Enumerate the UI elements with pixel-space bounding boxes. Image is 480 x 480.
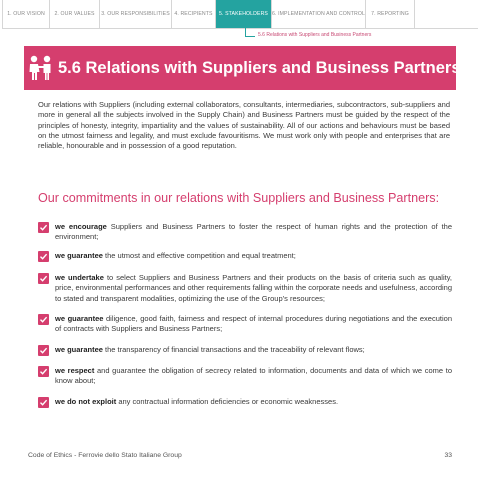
subsection-link[interactable]: 5.6 Relations with Suppliers and Business Partners — [258, 32, 372, 38]
tab-stakeholders[interactable]: 5. STAKEHOLDERS — [216, 0, 272, 28]
commitment-text: the utmost and effective competition and equal treatment; — [102, 251, 296, 260]
commitment-item — [38, 397, 452, 408]
subsection-breadcrumb — [242, 29, 371, 41]
checkbox-icon — [38, 366, 49, 377]
commitment-text: Suppliers and Business Partners to foster the respect of human rights and the protection of the environment; — [55, 222, 452, 242]
commitment-item — [38, 345, 452, 356]
checkbox-icon — [38, 345, 49, 356]
page-number: 33 — [444, 452, 452, 459]
commitment-lead: we do not exploit — [55, 397, 117, 406]
commitment-lead: we respect — [55, 366, 95, 375]
tab-reporting[interactable]: 7. REPORTING — [366, 0, 415, 28]
tab-implementation-and-control[interactable]: 6. IMPLEMENTATION AND CONTROL — [272, 0, 366, 28]
checkbox-icon — [38, 314, 49, 325]
tab-our-values[interactable]: 2. OUR VALUES — [50, 0, 100, 28]
commitment-lead: we encourage — [55, 222, 107, 231]
commitment-text: diligence, good faith, fairness and respect of internal procedures during negotiations and the execution of contracts with Suppliers and Business Partners; — [55, 314, 452, 334]
commitments-heading: Our commitments in our relations with Suppliers and Business Partners: — [38, 191, 440, 205]
commitment-lead: we guarantee — [55, 314, 104, 323]
tab-recipients[interactable]: 4. RECIPIENTS — [172, 0, 216, 28]
commitment-item — [38, 251, 452, 262]
commitment-item — [38, 273, 452, 304]
tab-our-vision[interactable]: 1. OUR VISION — [2, 0, 50, 28]
commitment-item — [38, 222, 452, 243]
commitment-lead: we undertake — [55, 273, 104, 282]
checkbox-icon — [38, 251, 49, 262]
checkbox-icon — [38, 273, 49, 284]
commitment-item — [38, 314, 452, 335]
intro-paragraph: Our relations with Suppliers (including external collaborators, consultants, intermediaries, subcontractors, sub-suppliers and more in general all the subjects involved in the Supply Chain) and Business Partners must be guided by the respect of the principles of honesty, integrity, impartiality and the values of sustainability. All of our actions and behaviours must be based on the utmost fairness and legality, and must exclude favouritisms. We must work only with people and enterprises that are reliable, honourable and in possession of a good reputation. — [38, 100, 450, 151]
section-banner — [24, 46, 461, 90]
section-tabs — [2, 0, 478, 29]
people-icon — [26, 46, 56, 90]
tab-our-responsibilities[interactable]: 3. OUR RESPONSIBILITIES — [100, 0, 172, 28]
commitment-lead: we guarantee — [55, 251, 103, 260]
checkbox-icon — [38, 222, 49, 233]
checkbox-icon — [38, 397, 49, 408]
commitment-text: to select Suppliers and Business Partners and their products on the basis of criteria such as quality, price, environmental performances and other requirements falling within the corporate needs and usefulness, according to stated and transparent modalities, optimizing the use of the Group’s resources; — [55, 273, 453, 303]
footer-document-title: Code of Ethics - Ferrovie dello Stato Italiane Group — [28, 452, 182, 459]
commitment-text: and guarantee the obligation of secrecy related to information, documents and data of which we come to know about; — [55, 366, 452, 386]
breadcrumb-connector — [245, 27, 255, 37]
section-title: 5.6 Relations with Suppliers and Business Partners — [58, 58, 461, 77]
commitment-lead: we guarantee — [55, 345, 103, 354]
commitment-text: any contractual information deficiencies or economic weaknesses. — [116, 397, 339, 406]
commitment-item — [38, 366, 452, 387]
commitment-text: the transparency of financial transactions and the traceability of relevant flows; — [102, 345, 365, 354]
